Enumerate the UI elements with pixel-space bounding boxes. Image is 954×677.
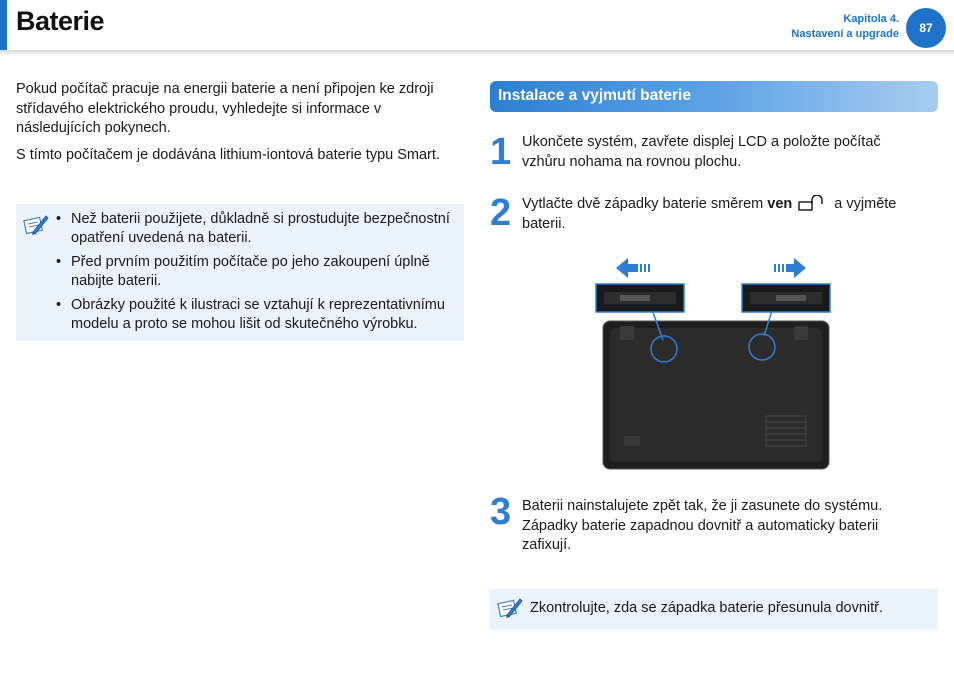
arrow-left-icon: [616, 258, 650, 278]
page-number-badge: 87: [906, 8, 946, 48]
chapter-name: Nastavení a upgrade: [791, 28, 899, 40]
note-list: [56, 210, 458, 339]
chapter-label: [791, 12, 899, 42]
note-pencil-icon: [496, 595, 524, 621]
chapter-number: Kapitola 4.: [843, 13, 899, 25]
section-heading-text: Instalace a vyjmutí baterie: [498, 87, 691, 104]
step-number: 3: [490, 491, 512, 533]
bottom-note-box: [490, 589, 938, 630]
header-accent-bar: [0, 0, 7, 52]
arrow-right-icon: [774, 258, 806, 278]
note-box: [16, 204, 464, 341]
laptop-bottom-illustration: [594, 256, 834, 472]
section-heading: [490, 81, 938, 112]
step-2-text: [522, 195, 927, 234]
step-2-text-after: a vyjměte baterii.: [522, 196, 897, 232]
note-item: • Obrázky použité k ilustraci se vztahují k reprezentativnímu modelu a proto se mohou lišit od skutečného výrobku.: [56, 296, 458, 334]
header-divider: [0, 50, 954, 56]
note-pencil-icon: [22, 212, 50, 238]
step-3-text: Baterii nainstalujete zpět tak, že ji zasunete do systému. Západky baterie zapadnou dovnitř a automaticky baterii zafixují.: [522, 498, 883, 553]
step-2-text-before: Vytlačte dvě západky baterie směrem: [522, 196, 768, 212]
battery-type-paragraph: S tímto počítačem je dodávána lithium-iontová baterie typu Smart.: [16, 147, 440, 163]
step-number: 1: [490, 131, 512, 173]
step-2-bold-word: ven: [767, 196, 793, 212]
bottom-note-text: Zkontrolujte, zda se západka baterie přesunula dovnitř.: [530, 600, 884, 616]
step-number: 2: [490, 192, 512, 234]
note-item: • Před prvním použitím počítače po jeho zakoupení úplně nabijte baterii.: [56, 253, 458, 291]
step-1-text: Ukončete systém, zavřete displej LCD a položte počítač vzhůru nohama na rovnou plochu.: [522, 134, 881, 170]
note-item: • Než baterii použijete, důkladně si prostudujte bezpečnostní opatření uvedená na baterii.: [56, 210, 458, 248]
page-title: Baterie: [16, 6, 105, 36]
unlock-icon: [798, 195, 828, 211]
intro-paragraph: Pokud počítač pracuje na energii baterie a není připojen ke zdroji střídavého elektrického proudu, vyhledejte si informace v následujících pokynech.: [16, 81, 434, 136]
